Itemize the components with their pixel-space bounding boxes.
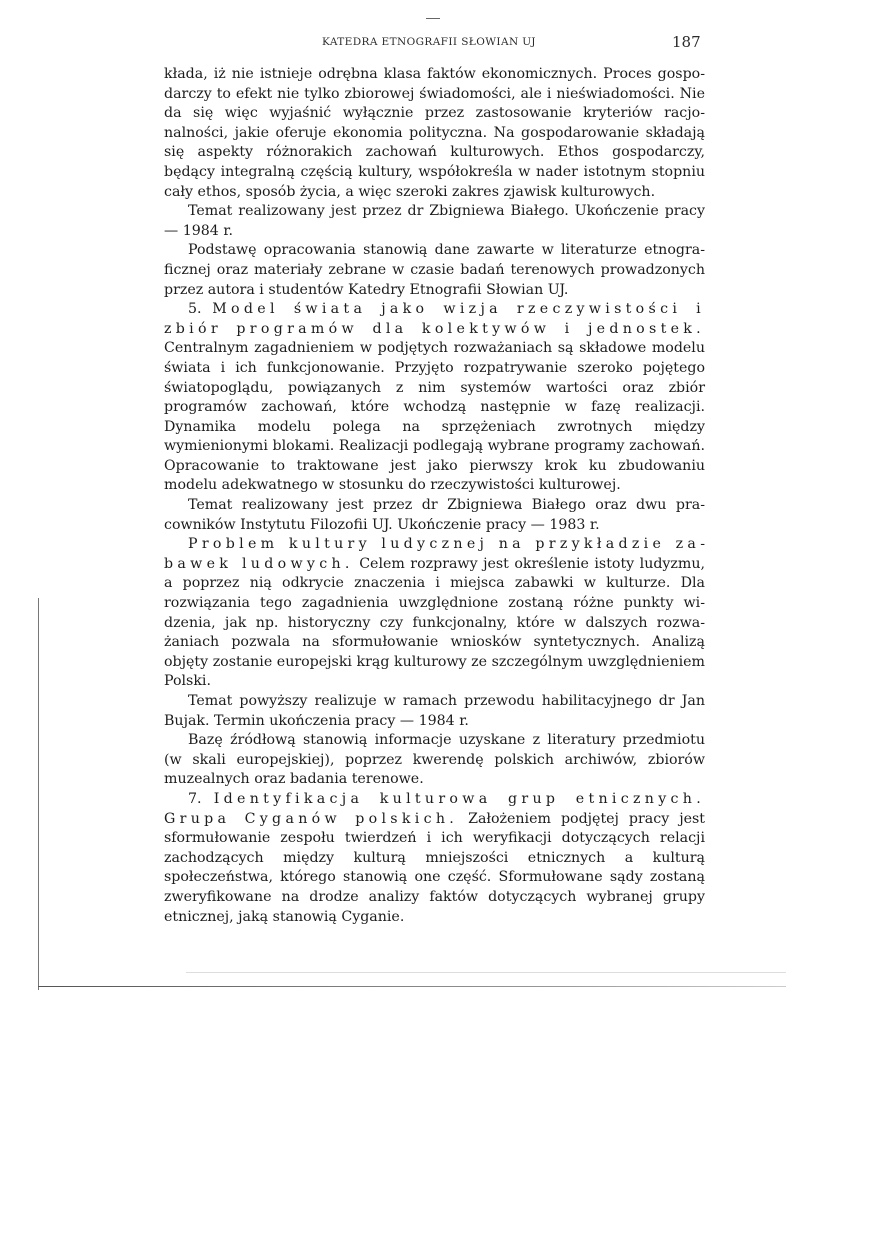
scan-page-edge [38, 986, 786, 987]
paragraph-topic-6 [164, 535, 705, 692]
paragraph-realization-note-3: Temat powyższy realizuje w ramach przewodu habilitacyjnego dr Jan Bujak. Termin ukończenia pracy — 1984 r. [164, 693, 705, 729]
topic-6-body: Celem rozprawy jest określenie istoty ludyzmu, a poprzez nią odkrycie znaczenia i miejsca zabawki w kulturze. Dla rozwiązania tego zagadnienia uwzględnione zostaną różne punkty widzenia, jak np. historyczny czy funkcjonalny, które w dalszych rozważaniach pozwala na sformułowanie wniosków syntetycznych. Analizą objęty zostanie europejski krąg kulturowy ze szczególnym uwzględnieniem Polski. [164, 555, 705, 690]
topic-7-body: Założeniem podjętej pracy jest sformułowanie zespołu twierdzeń i ich weryfikacji dotyczących relacji zachodzących między kulturą mniejszości etnicznych a kulturą społeczeństwa, którego stanowią one część. Sformułowane sądy zostaną zweryfikowane na drodze analizy faktów dotyczących wybranej grupy etnicznej, jaką stanowią Cyganie. [164, 810, 705, 925]
topic-5-title: Model świata jako wizja rzeczywistości i zbiór programów dla kolektywów i jednostek. [164, 301, 705, 337]
topic-6-title: Problem kultury ludycznej na przykładzie zabawek ludowych. [164, 536, 705, 572]
paragraph-economic-ethos: kłada, iż nie istnieje odrębna klasa faktów ekonomicznych. Proces gospodarczy to efekt nie tylko zbiorowej świadomości, ale i nieświadomości. Nie da się więc wyjaśnić wyłącznie przez zastosowanie kryteriów racjonalności, jakie oferuje ekonomia polityczna. Na gospodarowanie składają się aspekty różnorakich zachowań kulturowych. Ethos gospodarczy, będący integralną częścią kultury, współokreśla w nader istotnym stopniu cały ethos, sposób życia, a więc szeroki zakres zjawisk kulturowych. [164, 66, 705, 200]
running-header [0, 34, 893, 54]
paragraph-realization-note-2: Temat realizowany jest przez dr Zbigniewa Białego oraz dwu pracowników Instytutu Filozofii UJ. Ukończenie pracy — 1983 r. [164, 497, 705, 533]
paragraph-sources-2: Bazę źródłową stanowią informacje uzyskane z literatury przedmiotu (w skali europejskiej), poprzez kwerendę polskich archiwów, zbiorów muzealnych oraz badania terenowe. [164, 732, 705, 788]
running-title: KATEDRA ETNOGRAFII SŁOWIAN UJ [322, 36, 536, 48]
scan-margin-line [38, 598, 39, 990]
paragraph-realization-note-1: Temat realizowany jest przez dr Zbigniewa Białego. Ukończenie pracy — 1984 r. [164, 203, 705, 239]
scan-mark [426, 18, 440, 19]
topic-5-body: Centralnym zagadnieniem w podjętych rozważaniach są składowe modelu świata i ich funkcjonowanie. Przyjęto rozpatrywanie szeroko pojętego światopoglądu, powiązanych z nim systemów wartości oraz zbiór programów zachowań, które wchodzą następnie w fazę realizacji. Dynamika modelu polega na sprzężeniach zwrotnych między wymienionymi blokami. Realizacji podlegają wybrane programy zachowań. Opracowanie to traktowane jest jako pierwszy krok ku zbudowaniu modelu adekwatnego w stosunku do rzeczywistości kulturowej. [164, 340, 705, 494]
paragraph-topic-5 [164, 300, 705, 496]
body-text [164, 65, 705, 927]
page-number: 187 [672, 33, 701, 51]
topic-7-title: Identyfikacja kulturowa grup etnicznych. Grupa Cyganów polskich. [164, 790, 706, 827]
paragraph-topic-7 [164, 790, 705, 927]
paragraph-sources-1: Podstawę opracowania stanowią dane zawarte w literaturze etnograficznej oraz materiały zebrane w czasie badań terenowych prowadzonych przez autora i studentów Katedry Etnografii Słowian UJ. [164, 242, 705, 298]
topic-5-number: 5. [188, 301, 213, 318]
scan-faint-line [186, 972, 786, 973]
topic-7-number: 7. [188, 790, 214, 807]
